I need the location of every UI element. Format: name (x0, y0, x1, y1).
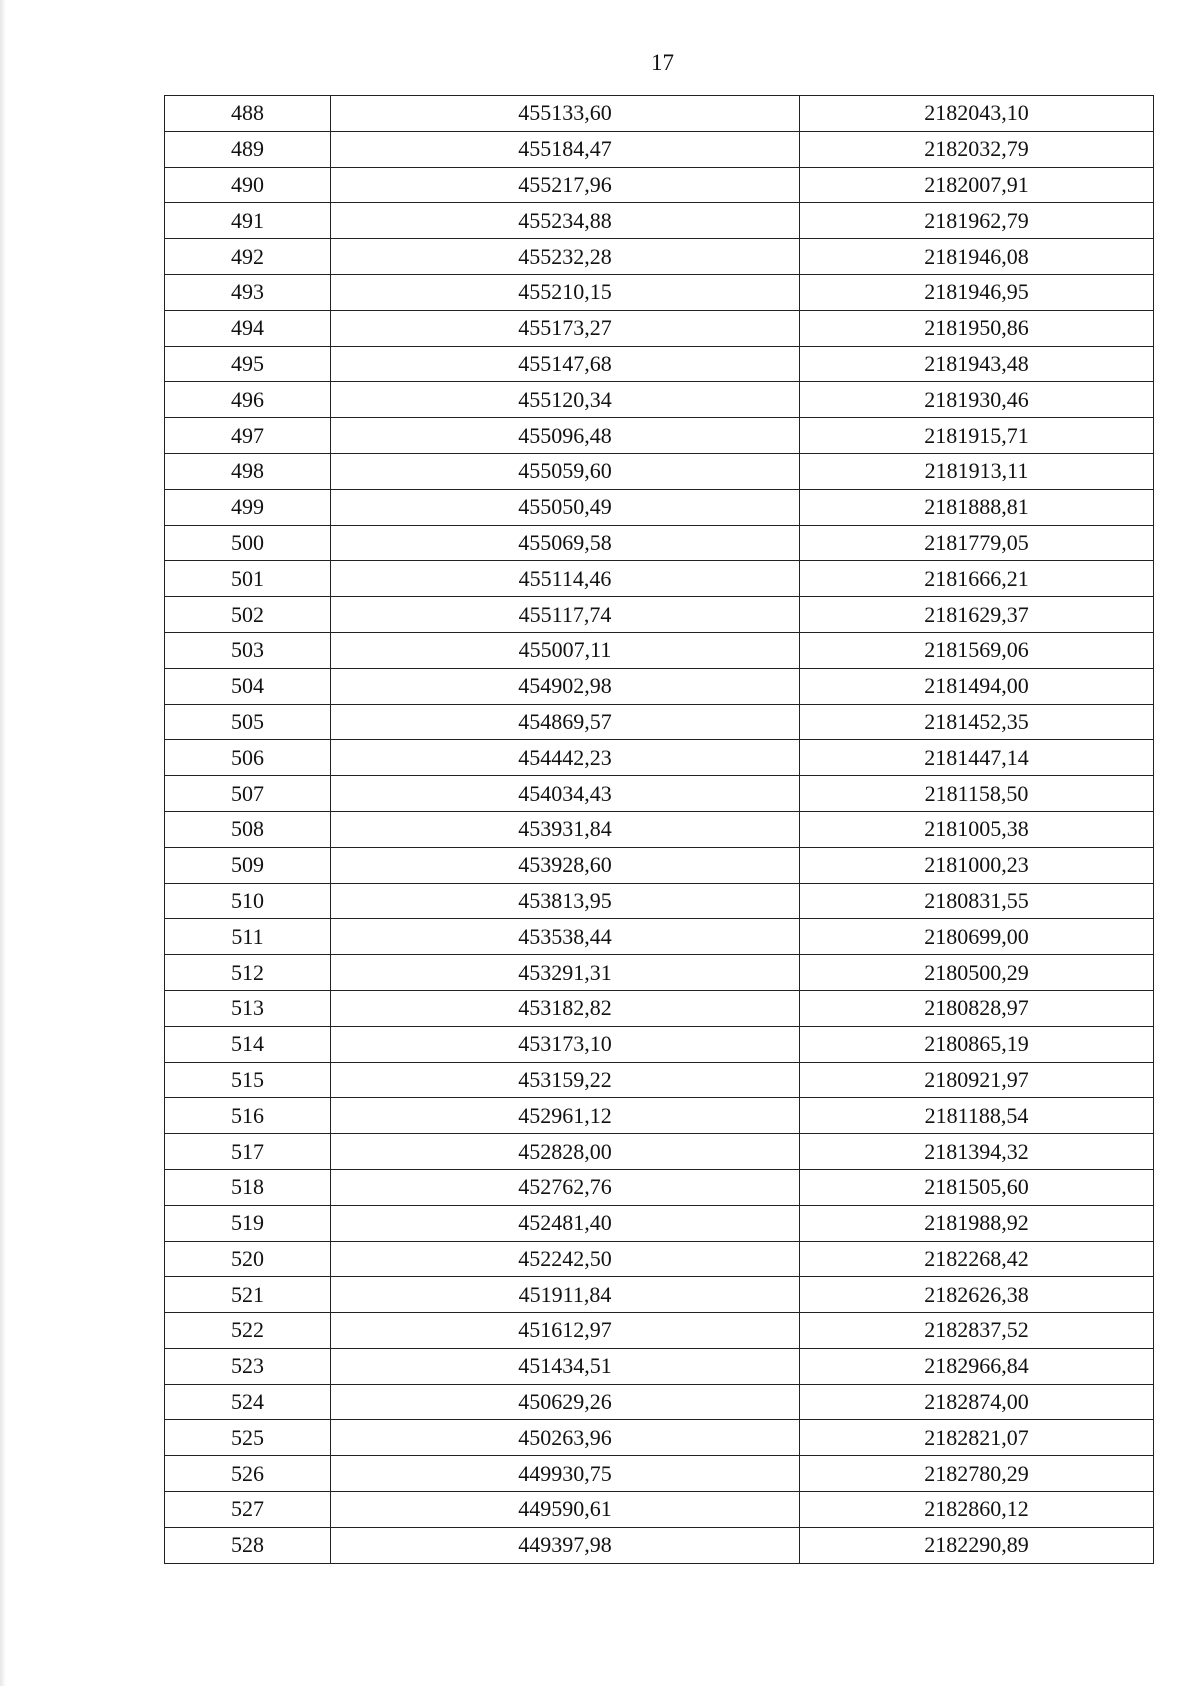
point-number-cell: 515 (165, 1062, 331, 1098)
y-coordinate-cell: 2182032,79 (800, 131, 1154, 167)
table-row (165, 704, 1154, 740)
table-row (165, 847, 1154, 883)
y-coordinate-cell: 2181494,00 (800, 668, 1154, 704)
point-number-cell: 526 (165, 1456, 331, 1492)
x-coordinate-cell: 453182,82 (331, 990, 800, 1026)
x-coordinate-cell: 453173,10 (331, 1026, 800, 1062)
y-coordinate-cell: 2181629,37 (800, 597, 1154, 633)
point-number-cell: 505 (165, 704, 331, 740)
table-row (165, 96, 1154, 132)
coordinates-table (164, 95, 1154, 1564)
table-row (165, 1348, 1154, 1384)
y-coordinate-cell: 2181666,21 (800, 561, 1154, 597)
table-row (165, 1456, 1154, 1492)
y-coordinate-cell: 2180828,97 (800, 990, 1154, 1026)
point-number-cell: 499 (165, 489, 331, 525)
point-number-cell: 501 (165, 561, 331, 597)
x-coordinate-cell: 455217,96 (331, 167, 800, 203)
table-row (165, 1420, 1154, 1456)
y-coordinate-cell: 2181394,32 (800, 1134, 1154, 1170)
x-coordinate-cell: 455120,34 (331, 382, 800, 418)
y-coordinate-cell: 2182780,29 (800, 1456, 1154, 1492)
x-coordinate-cell: 454902,98 (331, 668, 800, 704)
y-coordinate-cell: 2182626,38 (800, 1277, 1154, 1313)
table-row (165, 346, 1154, 382)
table-row (165, 1241, 1154, 1277)
y-coordinate-cell: 2181943,48 (800, 346, 1154, 382)
y-coordinate-cell: 2182837,52 (800, 1313, 1154, 1349)
point-number-cell: 528 (165, 1527, 331, 1563)
point-number-cell: 520 (165, 1241, 331, 1277)
table-row (165, 1492, 1154, 1528)
coordinates-table-body (165, 96, 1154, 1564)
table-row (165, 632, 1154, 668)
point-number-cell: 517 (165, 1134, 331, 1170)
point-number-cell: 516 (165, 1098, 331, 1134)
table-row (165, 597, 1154, 633)
point-number-cell: 498 (165, 453, 331, 489)
y-coordinate-cell: 2181950,86 (800, 310, 1154, 346)
point-number-cell: 493 (165, 274, 331, 310)
x-coordinate-cell: 450629,26 (331, 1384, 800, 1420)
table-row (165, 489, 1154, 525)
point-number-cell: 524 (165, 1384, 331, 1420)
point-number-cell: 495 (165, 346, 331, 382)
x-coordinate-cell: 450263,96 (331, 1420, 800, 1456)
y-coordinate-cell: 2182007,91 (800, 167, 1154, 203)
x-coordinate-cell: 453928,60 (331, 847, 800, 883)
y-coordinate-cell: 2180921,97 (800, 1062, 1154, 1098)
x-coordinate-cell: 454869,57 (331, 704, 800, 740)
x-coordinate-cell: 455117,74 (331, 597, 800, 633)
point-number-cell: 489 (165, 131, 331, 167)
table-row (165, 1134, 1154, 1170)
scan-edge (0, 0, 6, 1686)
point-number-cell: 504 (165, 668, 331, 704)
table-row (165, 740, 1154, 776)
point-number-cell: 527 (165, 1492, 331, 1528)
point-number-cell: 506 (165, 740, 331, 776)
table-row (165, 310, 1154, 346)
y-coordinate-cell: 2182821,07 (800, 1420, 1154, 1456)
table-row (165, 883, 1154, 919)
point-number-cell: 518 (165, 1169, 331, 1205)
point-number-cell: 488 (165, 96, 331, 132)
x-coordinate-cell: 455173,27 (331, 310, 800, 346)
x-coordinate-cell: 455147,68 (331, 346, 800, 382)
y-coordinate-cell: 2181946,95 (800, 274, 1154, 310)
point-number-cell: 523 (165, 1348, 331, 1384)
x-coordinate-cell: 453291,31 (331, 955, 800, 991)
table-row (165, 955, 1154, 991)
x-coordinate-cell: 455059,60 (331, 453, 800, 489)
y-coordinate-cell: 2181000,23 (800, 847, 1154, 883)
point-number-cell: 511 (165, 919, 331, 955)
table-row (165, 1205, 1154, 1241)
table-row (165, 1026, 1154, 1062)
table-row (165, 1098, 1154, 1134)
table-row (165, 1062, 1154, 1098)
y-coordinate-cell: 2181913,11 (800, 453, 1154, 489)
y-coordinate-cell: 2181888,81 (800, 489, 1154, 525)
x-coordinate-cell: 455050,49 (331, 489, 800, 525)
x-coordinate-cell: 454034,43 (331, 776, 800, 812)
x-coordinate-cell: 454442,23 (331, 740, 800, 776)
table-row (165, 1169, 1154, 1205)
x-coordinate-cell: 455096,48 (331, 418, 800, 454)
table-row (165, 239, 1154, 275)
point-number-cell: 510 (165, 883, 331, 919)
x-coordinate-cell: 455114,46 (331, 561, 800, 597)
y-coordinate-cell: 2181158,50 (800, 776, 1154, 812)
point-number-cell: 512 (165, 955, 331, 991)
table-row (165, 525, 1154, 561)
y-coordinate-cell: 2180865,19 (800, 1026, 1154, 1062)
y-coordinate-cell: 2181188,54 (800, 1098, 1154, 1134)
point-number-cell: 494 (165, 310, 331, 346)
y-coordinate-cell: 2181946,08 (800, 239, 1154, 275)
x-coordinate-cell: 453159,22 (331, 1062, 800, 1098)
table-row (165, 1384, 1154, 1420)
x-coordinate-cell: 455210,15 (331, 274, 800, 310)
y-coordinate-cell: 2180500,29 (800, 955, 1154, 991)
point-number-cell: 521 (165, 1277, 331, 1313)
point-number-cell: 525 (165, 1420, 331, 1456)
y-coordinate-cell: 2181988,92 (800, 1205, 1154, 1241)
table-row (165, 131, 1154, 167)
point-number-cell: 503 (165, 632, 331, 668)
point-number-cell: 508 (165, 811, 331, 847)
x-coordinate-cell: 455007,11 (331, 632, 800, 668)
table-row (165, 418, 1154, 454)
point-number-cell: 519 (165, 1205, 331, 1241)
table-row (165, 167, 1154, 203)
y-coordinate-cell: 2181452,35 (800, 704, 1154, 740)
x-coordinate-cell: 455232,28 (331, 239, 800, 275)
x-coordinate-cell: 453931,84 (331, 811, 800, 847)
table-row (165, 561, 1154, 597)
x-coordinate-cell: 452961,12 (331, 1098, 800, 1134)
point-number-cell: 513 (165, 990, 331, 1026)
point-number-cell: 522 (165, 1313, 331, 1349)
x-coordinate-cell: 455234,88 (331, 203, 800, 239)
table-row (165, 453, 1154, 489)
y-coordinate-cell: 2181962,79 (800, 203, 1154, 239)
x-coordinate-cell: 449930,75 (331, 1456, 800, 1492)
table-row (165, 776, 1154, 812)
x-coordinate-cell: 449590,61 (331, 1492, 800, 1528)
point-number-cell: 509 (165, 847, 331, 883)
table-row (165, 1527, 1154, 1563)
point-number-cell: 496 (165, 382, 331, 418)
y-coordinate-cell: 2182966,84 (800, 1348, 1154, 1384)
x-coordinate-cell: 455133,60 (331, 96, 800, 132)
x-coordinate-cell: 453538,44 (331, 919, 800, 955)
y-coordinate-cell: 2181569,06 (800, 632, 1154, 668)
y-coordinate-cell: 2180699,00 (800, 919, 1154, 955)
y-coordinate-cell: 2182290,89 (800, 1527, 1154, 1563)
y-coordinate-cell: 2181779,05 (800, 525, 1154, 561)
y-coordinate-cell: 2181930,46 (800, 382, 1154, 418)
y-coordinate-cell: 2182860,12 (800, 1492, 1154, 1528)
table-row (165, 203, 1154, 239)
y-coordinate-cell: 2182268,42 (800, 1241, 1154, 1277)
page-number: 17 (651, 50, 674, 75)
x-coordinate-cell: 451612,97 (331, 1313, 800, 1349)
point-number-cell: 514 (165, 1026, 331, 1062)
table-row (165, 990, 1154, 1026)
x-coordinate-cell: 451911,84 (331, 1277, 800, 1313)
point-number-cell: 492 (165, 239, 331, 275)
table-row (165, 1313, 1154, 1349)
y-coordinate-cell: 2182874,00 (800, 1384, 1154, 1420)
y-coordinate-cell: 2180831,55 (800, 883, 1154, 919)
table-row (165, 919, 1154, 955)
point-number-cell: 500 (165, 525, 331, 561)
x-coordinate-cell: 452828,00 (331, 1134, 800, 1170)
point-number-cell: 497 (165, 418, 331, 454)
y-coordinate-cell: 2181447,14 (800, 740, 1154, 776)
table-row (165, 382, 1154, 418)
y-coordinate-cell: 2182043,10 (800, 96, 1154, 132)
x-coordinate-cell: 452481,40 (331, 1205, 800, 1241)
y-coordinate-cell: 2181005,38 (800, 811, 1154, 847)
table-row (165, 668, 1154, 704)
x-coordinate-cell: 449397,98 (331, 1527, 800, 1563)
x-coordinate-cell: 452762,76 (331, 1169, 800, 1205)
table-row (165, 811, 1154, 847)
x-coordinate-cell: 452242,50 (331, 1241, 800, 1277)
table-row (165, 274, 1154, 310)
x-coordinate-cell: 455069,58 (331, 525, 800, 561)
point-number-cell: 507 (165, 776, 331, 812)
table-row (165, 1277, 1154, 1313)
point-number-cell: 491 (165, 203, 331, 239)
point-number-cell: 502 (165, 597, 331, 633)
y-coordinate-cell: 2181505,60 (800, 1169, 1154, 1205)
x-coordinate-cell: 451434,51 (331, 1348, 800, 1384)
y-coordinate-cell: 2181915,71 (800, 418, 1154, 454)
point-number-cell: 490 (165, 167, 331, 203)
x-coordinate-cell: 455184,47 (331, 131, 800, 167)
x-coordinate-cell: 453813,95 (331, 883, 800, 919)
